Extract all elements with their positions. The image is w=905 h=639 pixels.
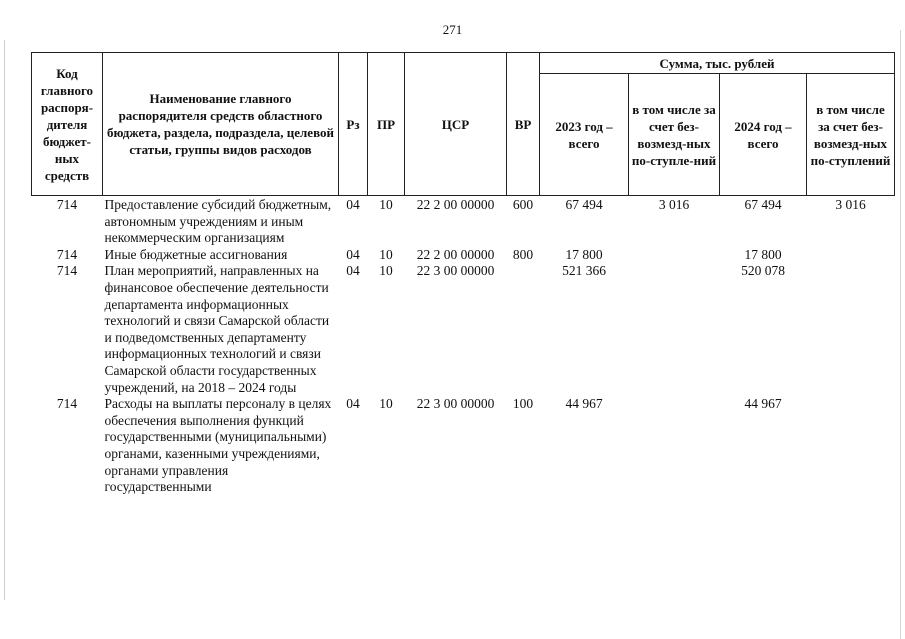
- cell-2024-total: 17 800: [744, 246, 782, 262]
- header-rz: Рз: [339, 53, 368, 196]
- cell-2023-free: [629, 396, 720, 496]
- cell-name: Расходы на выплаты персоналу в целях обеспечения выполнения функций государственными (муниципальными) органами, казенными учреждениями, органами управления государственными: [104, 396, 332, 495]
- cell-2024-free: [807, 396, 895, 496]
- budget-table: [31, 52, 895, 496]
- header-2023-free: в том числе за счет без-возмезд-ных по-ступле-ний: [629, 74, 720, 196]
- table-row: [32, 196, 895, 247]
- cell-2024-total: 520 078: [741, 263, 785, 279]
- cell-name: Предоставление субсидий бюджетным, автономным учреждениям и иным некоммерческим организациям: [104, 197, 332, 246]
- cell-vr: 800: [512, 246, 534, 262]
- header-vr: ВР: [507, 53, 540, 196]
- header-name: Наименование главного распорядителя средств областного бюджета, раздела, подраздела, целевой статьи, группы видов расходов: [103, 53, 339, 196]
- cell-pr: 10: [379, 246, 393, 262]
- page-number: 271: [442, 22, 463, 37]
- table-row: [32, 396, 895, 496]
- cell-2023-total: 44 967: [565, 396, 603, 412]
- cell-name: Иные бюджетные ассигнования: [104, 246, 288, 262]
- cell-2023-total: 67 494: [565, 197, 603, 212]
- cell-2023-free: 3 016: [658, 197, 690, 212]
- cell-rz: 04: [346, 246, 360, 262]
- scan-edge-right: [900, 30, 901, 639]
- header-2024-total: 2024 год – всего: [720, 74, 807, 196]
- cell-2024-free: [807, 263, 895, 396]
- cell-code: 714: [56, 197, 78, 212]
- cell-pr: 10: [379, 396, 393, 412]
- cell-2024-total: 67 494: [744, 197, 782, 212]
- cell-pr: 10: [379, 197, 393, 212]
- cell-csr: 22 3 00 00000: [416, 263, 495, 279]
- header-2023-total: 2023 год – всего: [540, 74, 629, 196]
- cell-name: План мероприятий, направленных на финансовое обеспечение деятельности департамента информационных технологий и связи Самарской области и подведомственных департаменту информационных технологий и связи Самарской области государственных учреждений, на 2018 – 2024 годы: [104, 263, 330, 395]
- cell-csr: 22 2 00 00000: [416, 246, 495, 262]
- cell-2024-total: 44 967: [744, 396, 782, 412]
- scan-edge-left: [4, 40, 5, 600]
- cell-csr: 22 3 00 00000: [416, 396, 495, 412]
- cell-csr: 22 2 00 00000: [416, 197, 495, 212]
- header-pr: ПР: [368, 53, 405, 196]
- cell-vr: 100: [512, 396, 534, 412]
- cell-code: 714: [56, 263, 78, 279]
- cell-pr: 10: [379, 263, 393, 279]
- cell-2024-free: 3 016: [835, 197, 866, 212]
- cell-code: 714: [56, 396, 78, 412]
- table-header: [32, 53, 895, 196]
- cell-vr: 600: [512, 197, 534, 212]
- header-csr: ЦСР: [405, 53, 507, 196]
- cell-code: 714: [56, 246, 78, 262]
- cell-2023-free: [629, 247, 720, 264]
- table-row: [32, 263, 895, 396]
- cell-2024-free: [807, 247, 895, 264]
- cell-rz: 04: [346, 197, 360, 212]
- header-code: Код главного распоря-дителя бюджет-ных средств: [32, 53, 103, 196]
- cell-vr: [507, 263, 540, 396]
- cell-rz: 04: [346, 263, 360, 279]
- header-2024-free: в том числе за счет без-возмезд-ных по-ступлений: [807, 74, 895, 196]
- cell-2023-free: [629, 263, 720, 396]
- cell-2023-total: 521 366: [562, 263, 606, 279]
- table-row: [32, 247, 895, 264]
- cell-2023-total: 17 800: [565, 246, 603, 262]
- cell-rz: 04: [346, 396, 360, 412]
- header-sum: Сумма, тыс. рублей: [540, 53, 895, 74]
